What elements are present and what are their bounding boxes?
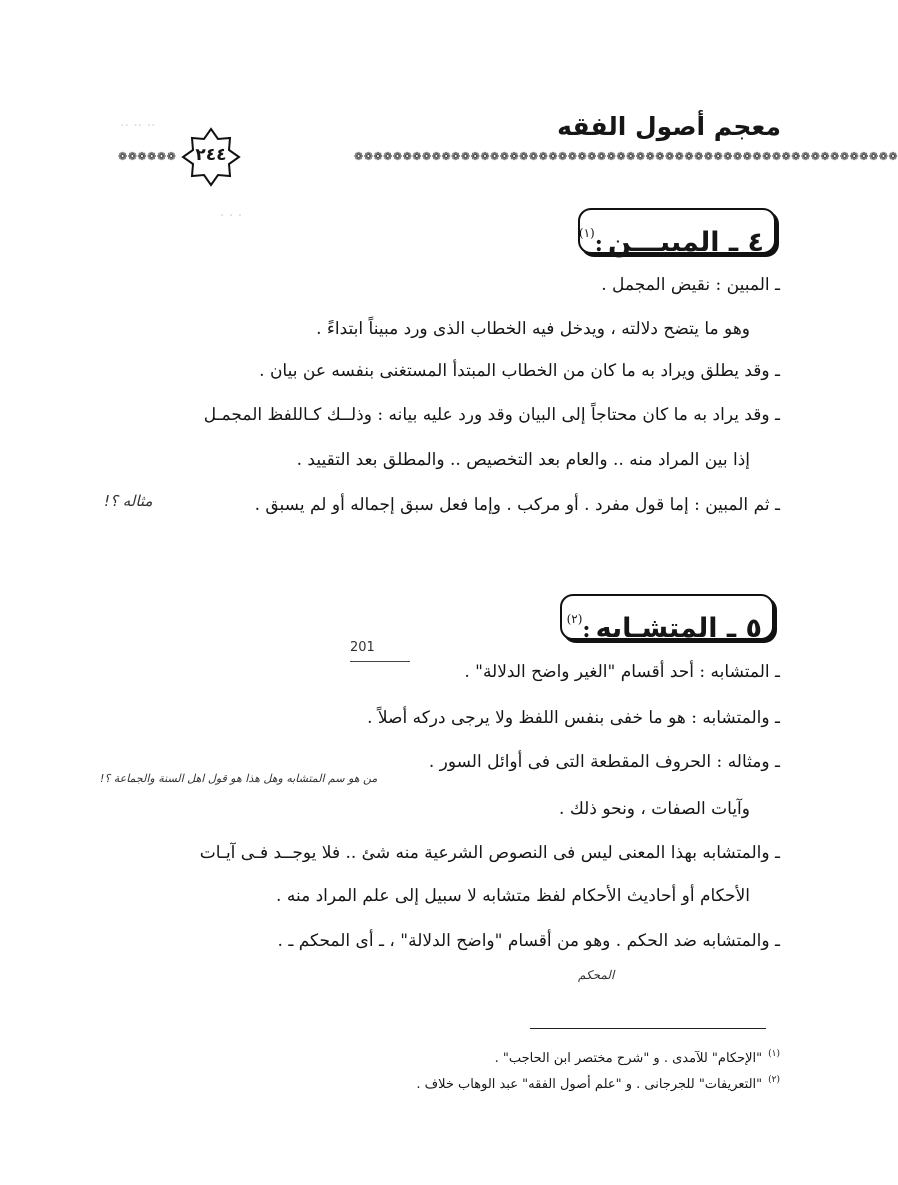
- footnote-number: (١): [768, 1049, 780, 1059]
- bleed-through-text: · · ·: [220, 208, 243, 224]
- body-line: وهو ما يتضح دلالته ، ويدخل فيه الخطاب الذى ورد مبيناً ابتداءً .: [316, 319, 750, 339]
- footnote-ref: (٢): [566, 612, 583, 626]
- section-title: ٤ ـ المبيـــن: [607, 227, 764, 258]
- page-number-badge: [182, 128, 240, 186]
- section-heading-mutashabih: [560, 594, 774, 644]
- section-colon: :: [582, 617, 591, 643]
- footnote-ref: (١): [578, 226, 595, 240]
- ornament-left: ❁❁❁❁❁❁: [118, 150, 177, 163]
- body-line: ـ المتشابه : أحد أقسام "الغير واضح الدلالة" .: [464, 662, 780, 682]
- footnote-text: "التعريفات" للجرجانى . و "علم أصول الفقه" عبد الوهاب خلاف .: [416, 1077, 763, 1092]
- footnote-text: "الإحكام" للآمدى . و "شرح مختصر ابن الحاجب" .: [494, 1051, 763, 1066]
- section-heading-mubayyan: [578, 208, 776, 258]
- handwritten-correction: المحكم: [578, 968, 615, 982]
- body-line: ـ والمتشابه ضد الحكم . وهو من أقسام "واضح الدلالة" ، ـ أى المحكم ـ .: [277, 931, 780, 951]
- handwritten-page-ref: 201: [350, 640, 375, 655]
- handwritten-note: مثاله ؟!: [104, 492, 153, 510]
- body-line: ـ المبين : نقيض المجمل .: [601, 275, 780, 295]
- footnote-number: (٢): [768, 1075, 780, 1085]
- footnote-2: [416, 1070, 780, 1095]
- section-title: ٥ ـ المتشـابه: [595, 613, 762, 644]
- handwritten-note: من هو سم المتشابه وهل هذا هو قول اهل السنة والجماعة ؟!: [100, 772, 378, 785]
- handwritten-underline: [350, 661, 410, 662]
- body-line: وآيات الصفات ، ونحو ذلك .: [559, 799, 750, 819]
- ornament-right: ❁❁❁❁❁❁❁❁❁❁❁❁❁❁❁❁❁❁❁❁❁❁❁❁❁❁❁❁❁❁❁❁❁❁❁❁❁❁❁❁❁❁❁❁❁❁❁❁❁❁❁❁❁❁❁❁: [354, 150, 898, 163]
- bleed-through-text: ·· ·· ··: [120, 118, 156, 134]
- body-line: ـ ومثاله : الحروف المقطعة التى فى أوائل السور .: [428, 752, 780, 772]
- body-line: ـ ثم المبين : إما قول مفرد . أو مركب . وإما فعل سبق إجماله أو لم يسبق .: [254, 495, 780, 515]
- body-line: إذا بين المراد منه .. والعام بعد التخصيص .. والمطلق بعد التقييد .: [296, 450, 750, 470]
- footnote-1: [495, 1044, 780, 1069]
- footnote-rule: [530, 1028, 766, 1029]
- page-number: ٢٤٤: [195, 145, 227, 165]
- body-line: ـ وقد يطلق ويراد به ما كان من الخطاب المبتدأ المستغنى بنفسه عن بيان .: [259, 361, 780, 381]
- body-line: ـ والمتشابه : هو ما خفى بنفس اللفظ ولا يرجى دركه أصلاً .: [367, 708, 780, 728]
- body-line: ـ والمتشابه بهذا المعنى ليس فى النصوص الشرعية منه شئ .. فلا يوجــد فـى آيـات: [199, 843, 780, 863]
- body-line: ـ وقد يراد به ما كان محتاجاً إلى البيان وقد ورد عليه بيانه : وذلــك كـاللفظ المجمـل: [203, 405, 780, 425]
- body-line: الأحكام أو أحاديث الأحكام لفظ متشابه لا سبيل إلى علم المراد منه .: [276, 886, 750, 906]
- running-title: معجم أصول الفقه: [557, 112, 781, 141]
- section-colon: :: [594, 231, 603, 257]
